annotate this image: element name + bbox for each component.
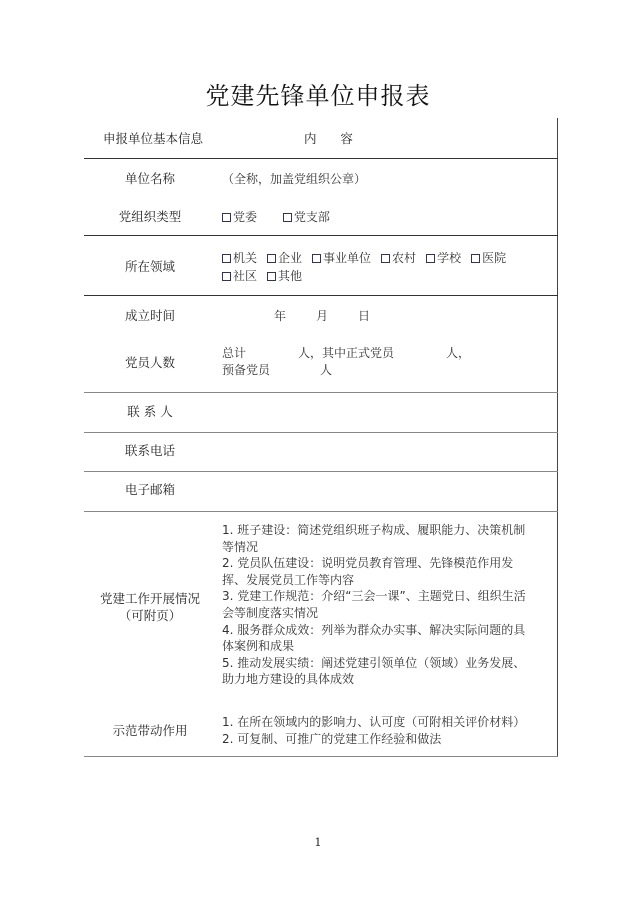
unit-name-label: 单位名称 [124, 171, 175, 186]
unit-name-field[interactable]: （全称，加盖党组织公章） [222, 172, 367, 186]
divider [84, 158, 558, 159]
page-number: 1 [314, 836, 322, 849]
checkbox-icon[interactable] [471, 254, 480, 263]
demo-item: 2. 可复制、可推广的党建工作经验和做法 [222, 731, 442, 746]
domain-option-government[interactable]: 机关 [222, 249, 257, 267]
org-type-option-party-committee[interactable]: 党委 [222, 208, 257, 226]
domain-option-public-institution[interactable]: 事业单位 [312, 249, 371, 267]
domain-option-other[interactable]: 其他 [267, 267, 302, 285]
founded-month-unit: 月 [316, 309, 329, 323]
members-label: 党员人数 [124, 355, 175, 370]
domain-label: 所在领域 [124, 259, 175, 274]
divider [84, 511, 558, 512]
members-field: 总计 人，其中正式党员 人， 预备党员 人 [222, 346, 471, 377]
founded-year-unit: 年 [274, 309, 287, 323]
contact-phone-field[interactable] [222, 442, 552, 460]
members-formal-prefix: 其中正式党员 [322, 346, 395, 360]
demo-item: 1. 在所在领域内的影响力、认可度（可附相关评价材料） [222, 715, 526, 729]
checkbox-icon[interactable] [222, 213, 231, 222]
founded-day-unit: 日 [358, 309, 371, 323]
contact-person-label: 联 系 人 [127, 404, 173, 419]
members-probationary-prefix: 预备党员 [222, 363, 271, 377]
checkbox-icon[interactable] [312, 254, 321, 263]
contact-phone-label: 联系电话 [124, 443, 175, 458]
work-item: 3. 党建工作规范：介绍“三会一课”、主题党日、组织生活会等制度落实情况 [222, 589, 526, 620]
org-type-label: 党组织类型 [118, 209, 182, 224]
demo-label: 示范带动作用 [112, 723, 188, 738]
founded-label: 成立时间 [124, 308, 175, 323]
org-type-option-party-branch[interactable]: 党支部 [283, 208, 330, 226]
divider [84, 392, 558, 393]
table-bottom-border [84, 756, 558, 757]
domain-option-enterprise[interactable]: 企业 [267, 249, 302, 267]
work-item: 2. 党员队伍建设：说明党员教育管理、先锋模范作用发挥、发展党员工作等内容 [222, 556, 514, 587]
checkbox-icon[interactable] [426, 254, 435, 263]
demo-content-field[interactable] [222, 714, 552, 747]
divider [84, 235, 558, 236]
email-label: 电子邮箱 [124, 482, 175, 497]
divider [84, 432, 558, 433]
domain-options [222, 249, 562, 285]
founded-date-field[interactable] [222, 307, 552, 325]
checkbox-icon[interactable] [222, 272, 231, 281]
header-basic-info: 申报单位基本信息 [102, 131, 203, 146]
page-title: 党建先锋单位申报表 [205, 82, 431, 110]
checkbox-icon[interactable] [267, 254, 276, 263]
checkbox-icon[interactable] [381, 254, 390, 263]
contact-person-field[interactable] [222, 403, 552, 421]
work-label: 党建工作开展情况 （可附页） [99, 591, 200, 623]
header-content: 内 容 [304, 131, 353, 146]
domain-option-hospital[interactable]: 医院 [471, 249, 506, 267]
checkbox-icon[interactable] [222, 254, 231, 263]
work-item: 5. 推动发展实绩：阐述党建引领单位（领域）业务发展、助力地方建设的具体成效 [222, 655, 526, 687]
checkbox-icon[interactable] [283, 213, 292, 222]
work-item: 4. 服务群众成效：列举为群众办实事、解决实际问题的具体案例和成果 [222, 622, 526, 654]
divider [84, 471, 558, 472]
work-item: 1. 班子建设：简述党组织班子构成、履职能力、决策机制等情况 [222, 523, 526, 554]
domain-option-community[interactable]: 社区 [222, 267, 257, 285]
divider [84, 295, 558, 296]
application-form-table [84, 118, 558, 757]
org-type-options [222, 208, 552, 226]
email-field[interactable] [222, 481, 552, 499]
work-content-field[interactable] [222, 522, 534, 688]
members-total-prefix: 总计 [222, 346, 247, 360]
domain-option-rural[interactable]: 农村 [381, 249, 416, 267]
domain-option-school[interactable]: 学校 [426, 249, 461, 267]
checkbox-icon[interactable] [267, 272, 276, 281]
